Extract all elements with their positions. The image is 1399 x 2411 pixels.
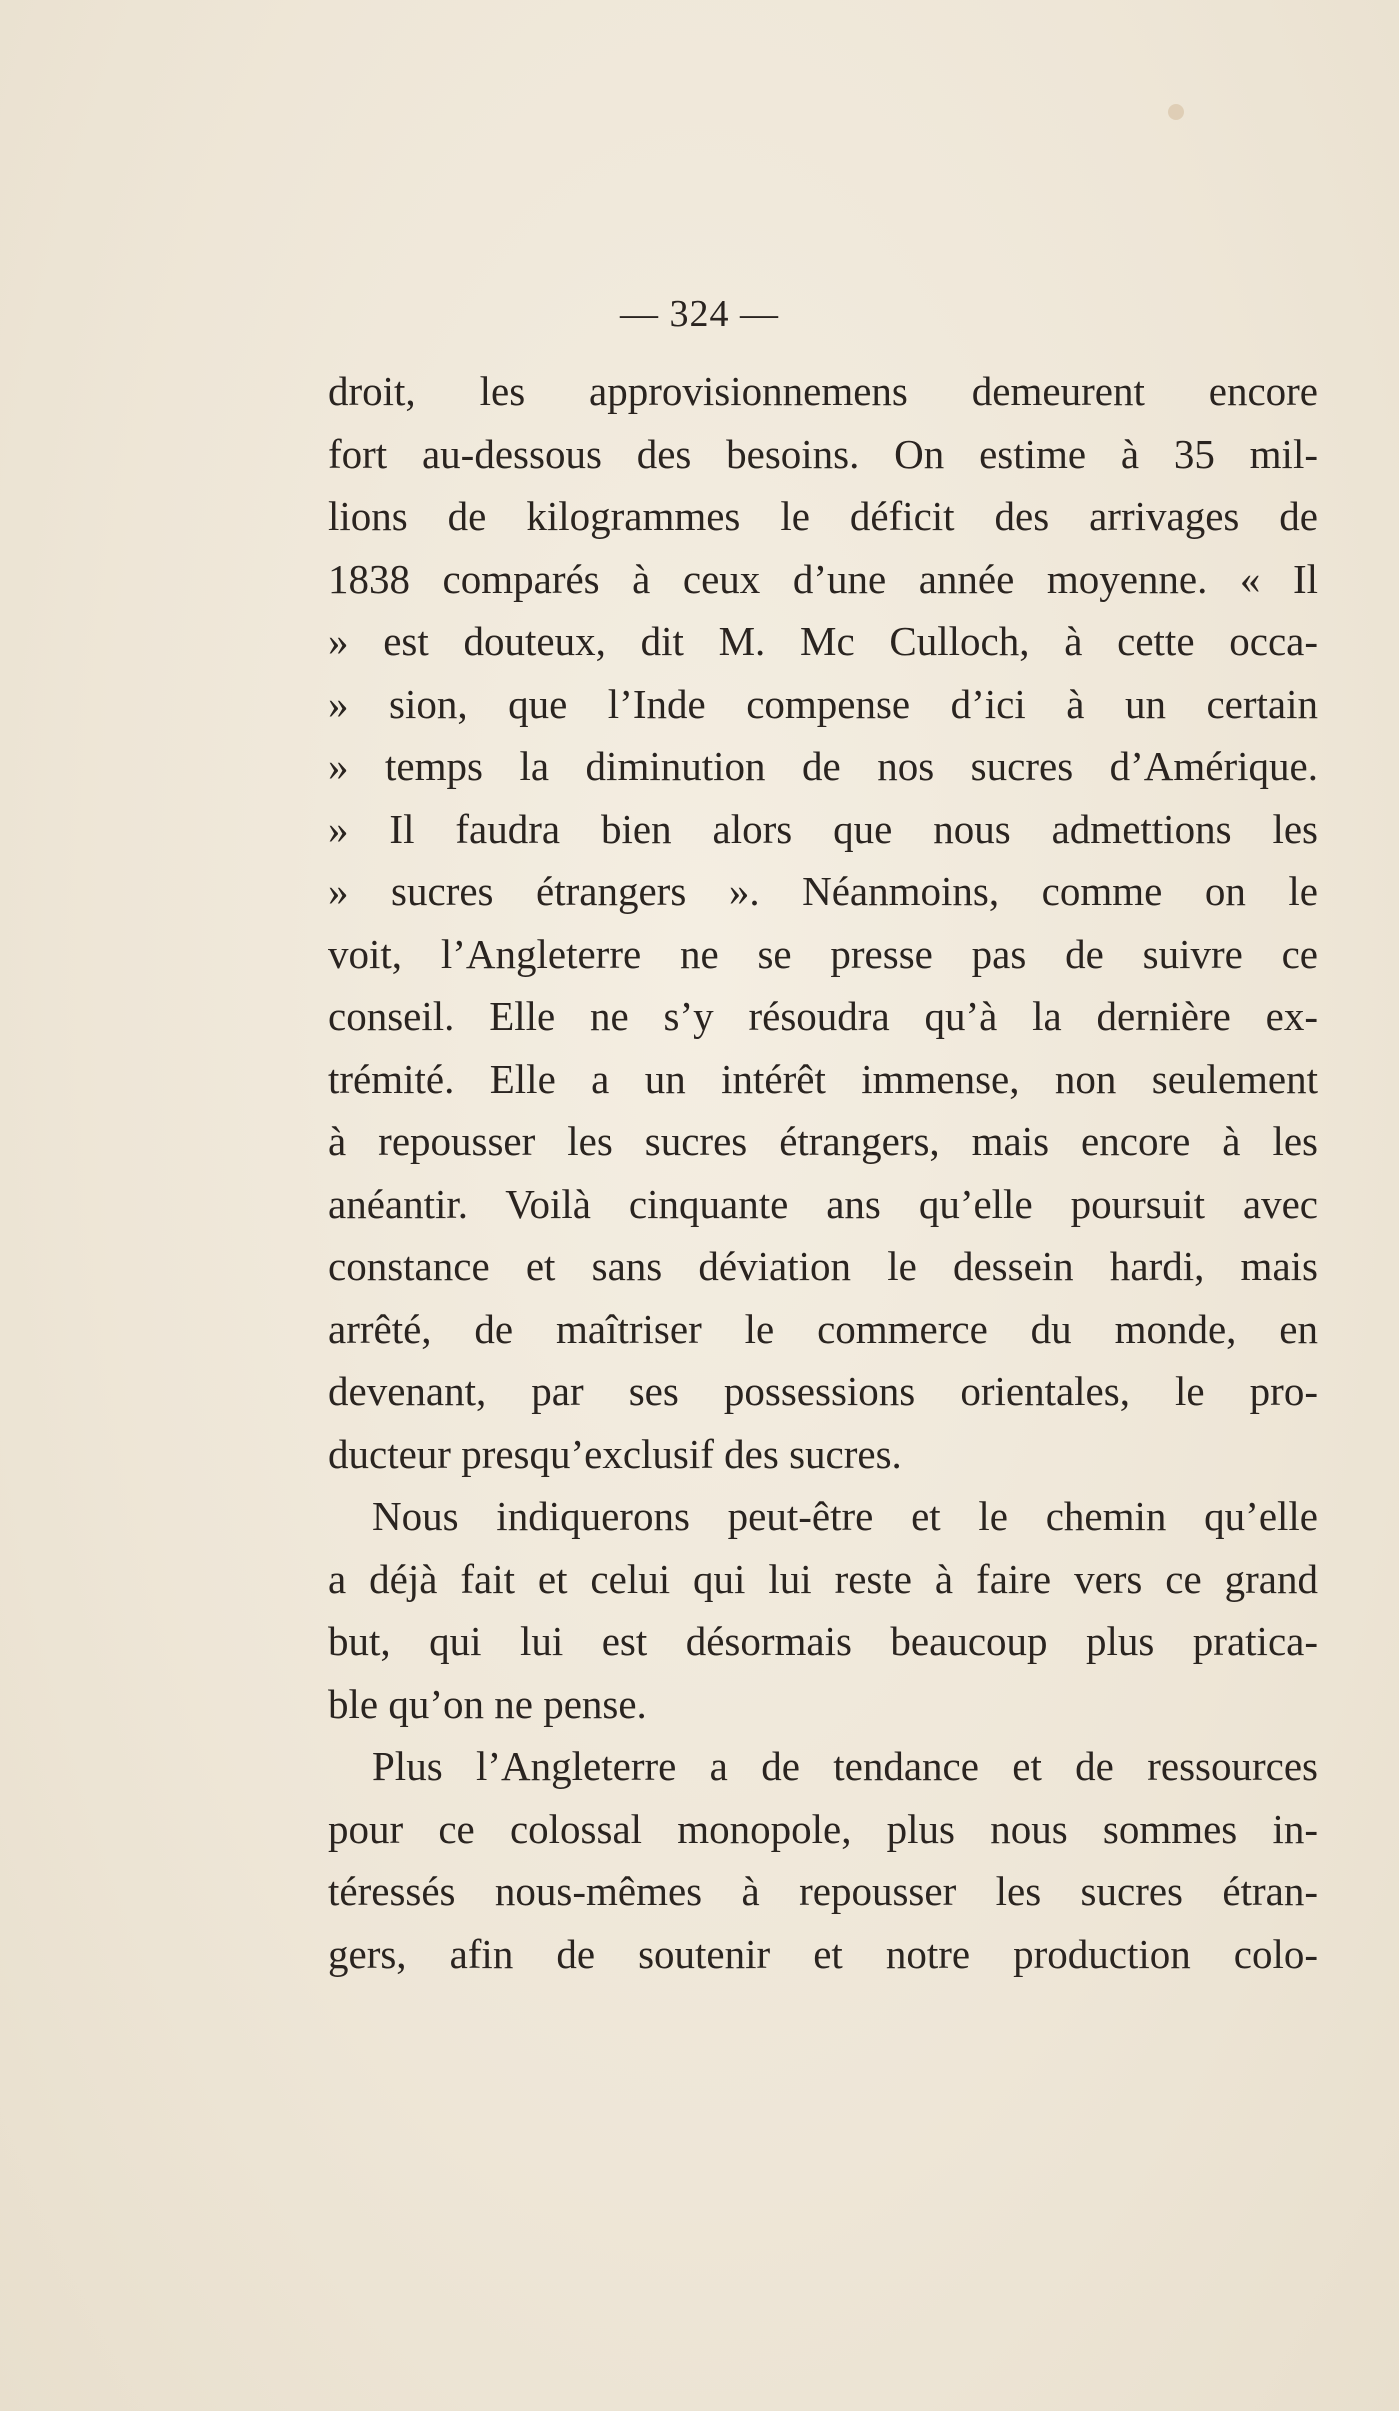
text-line: » sion, que l’Inde compense d’ici à un certain — [328, 680, 1318, 727]
text-line: but, qui lui est désormais beaucoup plus pratica- — [328, 1618, 1318, 1664]
text-line: droit, les approvisionnemens demeurent encore — [328, 368, 1318, 414]
text-line: 1838 comparés à ceux d’une année moyenne. « Il — [328, 555, 1318, 602]
text-line: à repousser les sucres étrangers, mais encore à les — [328, 1118, 1318, 1164]
text-line: fort au-dessous des besoins. On estime à 35 mil- — [328, 430, 1318, 477]
text-line: conseil. Elle ne s’y résoudra qu’à la dernière ex- — [328, 993, 1318, 1039]
text-line: trémité. Elle a un intérêt immense, non seulement — [328, 1055, 1318, 1102]
text-line: lions de kilogrammes le déficit des arrivages de — [328, 493, 1318, 539]
paragraph-end-line: ble qu’on ne pense. — [328, 1680, 647, 1727]
paragraph-start-line: Nous indiquerons peut-être et le chemin qu’elle — [372, 1493, 1318, 1539]
text-line: » Il faudra bien alors que nous admettions les — [328, 805, 1318, 852]
text-line: arrêté, de maîtriser le commerce du monde, en — [328, 1305, 1318, 1352]
text-line: » temps la diminution de nos sucres d’Amérique. — [328, 743, 1318, 789]
paragraph-end-line: ducteur presqu’exclusif des sucres. — [328, 1430, 902, 1477]
text-line: a déjà fait et celui qui lui reste à faire vers ce grand — [328, 1555, 1318, 1602]
body-text — [328, 360, 1318, 1985]
page-number: — 324 — — [620, 293, 779, 335]
text-line: » sucres étrangers ». Néanmoins, comme on le — [328, 868, 1318, 914]
paper-stain — [1168, 104, 1184, 120]
text-line: » est douteux, dit M. Mc Culloch, à cette occa- — [328, 618, 1318, 664]
paragraph-start-line: Plus l’Angleterre a de tendance et de ressources — [372, 1743, 1318, 1789]
text-line: constance et sans déviation le dessein hardi, mais — [328, 1243, 1318, 1289]
text-line: pour ce colossal monopole, plus nous sommes in- — [328, 1805, 1318, 1852]
text-line: anéantir. Voilà cinquante ans qu’elle poursuit avec — [328, 1180, 1318, 1227]
text-line: devenant, par ses possessions orientales, le pro- — [328, 1368, 1318, 1414]
text-line: voit, l’Angleterre ne se presse pas de suivre ce — [328, 930, 1318, 977]
text-line: téressés nous-mêmes à repousser les sucres étran- — [328, 1868, 1318, 1914]
text-line: gers, afin de soutenir et notre production colo- — [328, 1930, 1318, 1977]
